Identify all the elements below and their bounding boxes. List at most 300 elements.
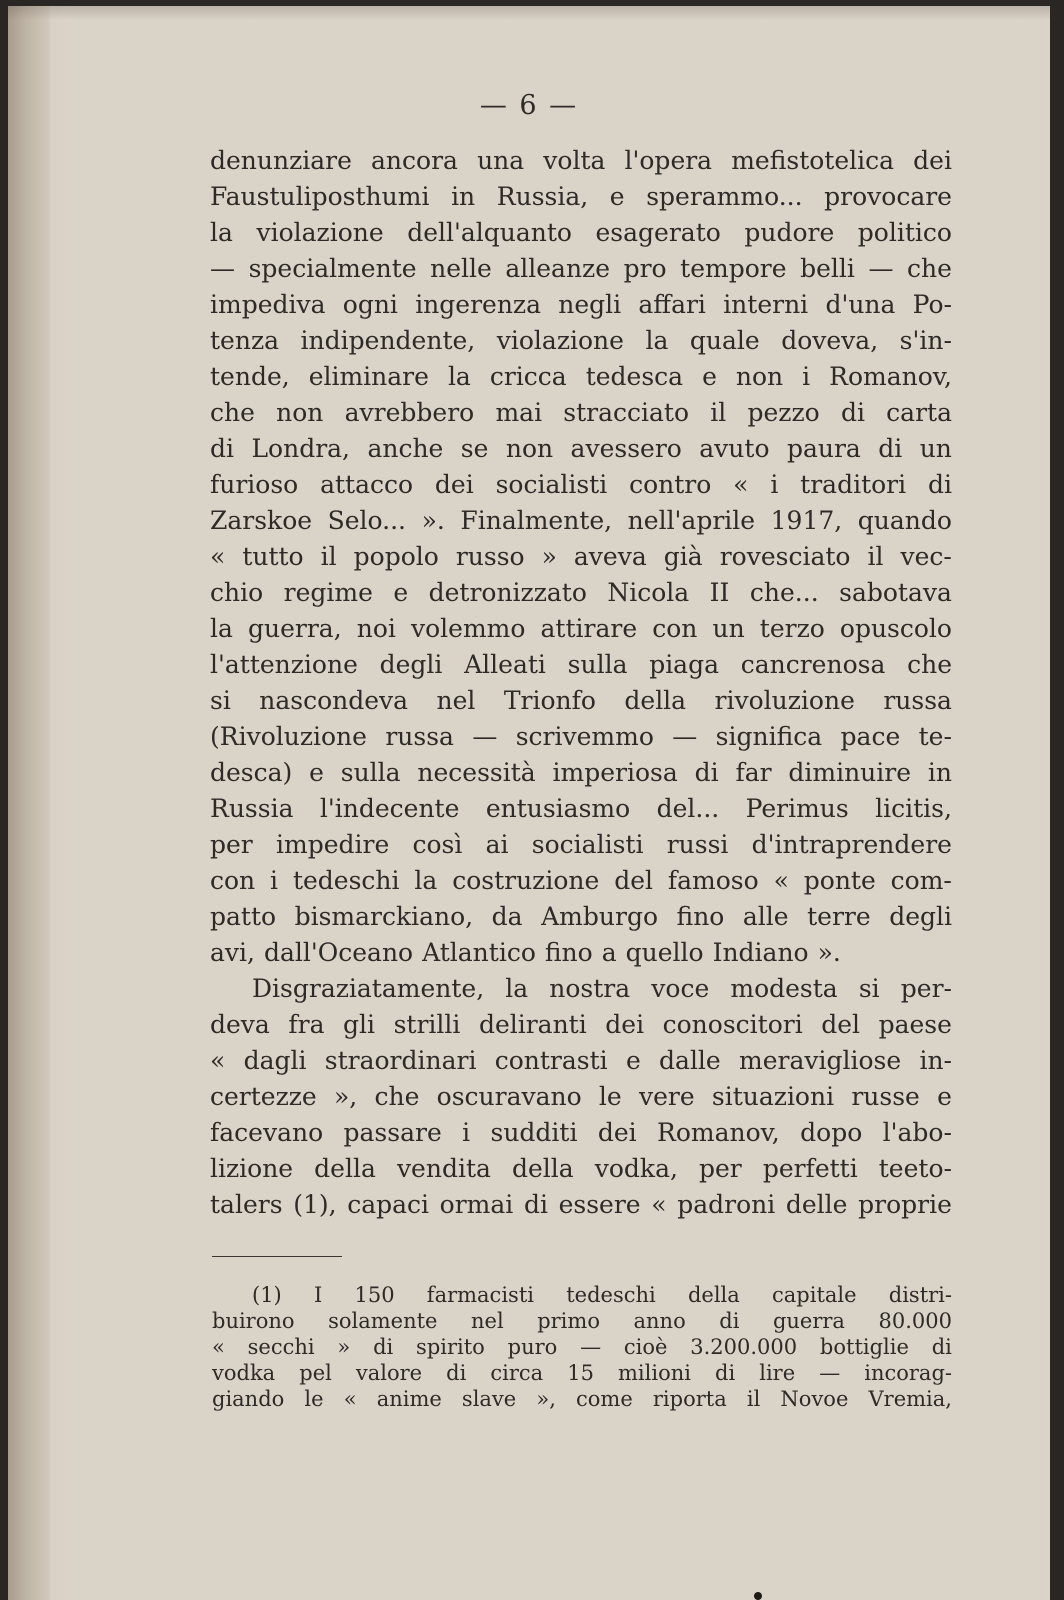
word: avessero	[570, 434, 682, 463]
text-line	[210, 179, 952, 215]
word: attacco	[320, 470, 414, 499]
word: un	[919, 434, 952, 463]
text-line	[210, 215, 952, 251]
word: già	[663, 542, 703, 571]
word: capitale	[772, 1283, 857, 1307]
word: «	[210, 1046, 226, 1075]
word: »	[337, 1335, 351, 1359]
text-line	[210, 1079, 952, 1115]
footnote-line	[212, 1282, 952, 1308]
word: puro	[507, 1335, 558, 1359]
word: dopo	[800, 1118, 863, 1147]
word: nell'aprile	[627, 506, 756, 535]
word: milioni	[618, 1361, 691, 1385]
text-line	[210, 791, 952, 827]
word: e	[609, 182, 625, 211]
word: e	[625, 1046, 641, 1075]
footnote-line	[212, 1334, 952, 1360]
word: deva	[210, 1010, 270, 1039]
word: aveva	[573, 542, 647, 571]
word: contrasti	[494, 1046, 608, 1075]
word: 3.200.000	[690, 1335, 798, 1359]
word: Novoe	[780, 1387, 849, 1411]
word: regime	[283, 578, 373, 607]
word: tedeschi	[566, 1283, 656, 1307]
text-line	[210, 827, 952, 863]
word: bismarckiano,	[294, 902, 474, 931]
word: licitis,	[875, 794, 952, 823]
word: tutto	[242, 542, 304, 571]
word: la	[210, 614, 233, 643]
word: così	[412, 830, 463, 859]
word: scrivemmo	[515, 722, 654, 751]
word: dalle	[659, 1046, 721, 1075]
text-line	[210, 503, 952, 539]
word: pro	[623, 254, 667, 283]
text-line	[210, 755, 952, 791]
word: dei	[597, 1118, 637, 1147]
word: tedesca	[585, 362, 684, 391]
word: straordinari	[324, 1046, 477, 1075]
word: anno	[633, 1309, 686, 1333]
word: cancrenosa	[740, 650, 886, 679]
word: per	[699, 1154, 742, 1183]
word: 1917,	[770, 506, 843, 535]
word: giando	[212, 1387, 285, 1411]
text-line	[210, 251, 952, 287]
word: e	[309, 758, 324, 787]
word: attirare	[540, 614, 638, 643]
word: guerra	[772, 1309, 845, 1333]
text-line	[210, 395, 952, 431]
word: della	[511, 1154, 574, 1183]
word: il	[746, 1387, 761, 1411]
word: avrebbero	[344, 398, 475, 427]
text-line	[210, 575, 952, 611]
word: di	[927, 470, 952, 499]
word: del	[821, 1010, 861, 1039]
word: «	[733, 470, 749, 499]
word: il	[710, 398, 727, 427]
word: le	[598, 1082, 622, 1111]
word: Romanov,	[657, 1118, 780, 1147]
word: riporta	[652, 1387, 727, 1411]
word: nostra	[549, 974, 631, 1003]
footnote-line	[212, 1308, 952, 1334]
text-line	[210, 431, 952, 467]
word: Zarskoe	[210, 506, 313, 535]
word: capaci	[347, 1190, 430, 1219]
word: specialmente	[248, 254, 417, 283]
word: far	[735, 758, 772, 787]
word: fino	[544, 938, 593, 967]
word: vodka	[212, 1361, 276, 1385]
footnote	[212, 1282, 952, 1412]
text-line	[210, 611, 952, 647]
word: della	[687, 1283, 740, 1307]
word: 80.000	[878, 1309, 952, 1333]
word: carta	[886, 398, 952, 427]
word: interni	[723, 290, 809, 319]
word: russe	[851, 1082, 920, 1111]
word: si	[858, 974, 880, 1003]
word: ponte	[803, 866, 876, 895]
word: «	[212, 1335, 225, 1359]
word: che	[907, 254, 952, 283]
word: i	[770, 470, 779, 499]
word: dei	[605, 1010, 645, 1039]
word: impediva	[210, 290, 326, 319]
word: la	[447, 362, 471, 391]
word: vec-	[900, 542, 952, 571]
word: violazione	[496, 326, 624, 355]
word: d'una	[825, 290, 896, 319]
word: pace	[840, 722, 901, 751]
word: socialisti	[495, 470, 608, 499]
word: »,	[536, 1387, 556, 1411]
word: eliminare	[308, 362, 429, 391]
word: della	[624, 686, 687, 715]
word: avi,	[210, 938, 255, 967]
word: significa	[715, 722, 823, 751]
word: esagerato	[595, 218, 721, 247]
word: talers	[210, 1190, 283, 1219]
word: secchi	[247, 1335, 315, 1359]
word: contro	[629, 470, 712, 499]
word: Amburgo	[541, 902, 658, 931]
word: costruzione	[452, 866, 600, 895]
word: ormai	[439, 1190, 514, 1219]
footnote-separator	[212, 1256, 342, 1257]
word: una	[477, 146, 525, 175]
word: ».	[817, 938, 841, 967]
word: vodka,	[594, 1154, 678, 1183]
word: non	[505, 434, 554, 463]
word: proprie	[858, 1190, 952, 1219]
word: la	[505, 974, 529, 1003]
word: circa	[490, 1361, 544, 1385]
word: degli	[889, 902, 952, 931]
word: la	[645, 326, 669, 355]
page-number: — 6 —	[479, 90, 579, 121]
word: Romanov,	[829, 362, 952, 391]
word: »,	[333, 1082, 358, 1111]
word: sudditi	[490, 1118, 578, 1147]
word: i	[462, 1118, 471, 1147]
word: sulla	[567, 650, 628, 679]
word: del...	[656, 794, 720, 823]
word: fino	[676, 902, 725, 931]
text-line	[210, 1187, 952, 1223]
word: di	[210, 434, 234, 463]
word: nelle	[430, 254, 492, 283]
word: tempore	[680, 254, 787, 283]
word: fra	[288, 1010, 325, 1039]
body-text	[210, 143, 952, 1223]
text-line	[210, 323, 952, 359]
word: terzo	[759, 614, 825, 643]
word: II	[709, 578, 730, 607]
word: dell'alquanto	[407, 218, 572, 247]
word: dei	[434, 470, 474, 499]
word: di	[840, 398, 865, 427]
word: «	[651, 1190, 667, 1219]
word: nascondeva	[259, 686, 409, 715]
word: anime	[376, 1387, 442, 1411]
word: noi	[356, 614, 396, 643]
word: essere	[558, 1190, 641, 1219]
text-line	[210, 863, 952, 899]
word: spirito	[416, 1335, 485, 1359]
word: non	[276, 398, 324, 427]
word: —	[580, 1335, 602, 1359]
word: —	[672, 722, 698, 751]
word: che	[210, 398, 255, 427]
word: Nicola	[607, 578, 690, 607]
word: deliranti	[478, 1010, 587, 1039]
book-page	[8, 6, 1050, 1600]
word: stracciato	[563, 398, 690, 427]
word: l'opera	[624, 146, 713, 175]
word: negli	[558, 290, 622, 319]
word: quando	[857, 506, 952, 535]
word: (1),	[293, 1190, 337, 1219]
word: modesta	[730, 974, 838, 1003]
text-line	[210, 935, 952, 971]
word: da	[491, 902, 523, 931]
text-line	[210, 899, 952, 935]
word: indipendente,	[300, 326, 476, 355]
word: lire	[759, 1361, 796, 1385]
word: meravigliose	[739, 1046, 902, 1075]
word: paura	[786, 434, 861, 463]
word: ingerenza	[415, 290, 542, 319]
word: belli	[800, 254, 855, 283]
word: sperammo...	[646, 182, 803, 211]
text-line	[210, 719, 952, 755]
word: con	[652, 614, 698, 643]
word: »	[541, 542, 557, 571]
word: tende,	[210, 362, 290, 391]
word: Russia	[210, 794, 294, 823]
word: denunziare	[210, 146, 352, 175]
ink-speck	[754, 1592, 762, 1600]
word: pezzo	[747, 398, 820, 427]
word: Atlantico	[422, 938, 536, 967]
word: te-	[918, 722, 952, 751]
word: di	[878, 434, 903, 463]
word: di	[719, 1309, 740, 1333]
word: anche	[367, 434, 444, 463]
word: furioso	[210, 470, 299, 499]
word: volemmo	[411, 614, 526, 643]
word: quello	[625, 938, 704, 967]
word: Trionfo	[503, 686, 596, 715]
word: Londra,	[251, 434, 350, 463]
word: con	[210, 866, 256, 895]
word: che...	[749, 578, 819, 607]
word: i	[802, 362, 811, 391]
word: del	[614, 866, 653, 895]
word: oscuravano	[436, 1082, 582, 1111]
word: Faustuliposthumi	[210, 182, 430, 211]
word: nel	[471, 1309, 504, 1333]
word: rivoluzione	[714, 686, 855, 715]
word: slave	[461, 1387, 517, 1411]
word: rovesciato	[719, 542, 851, 571]
word: dagli	[243, 1046, 307, 1075]
word: —	[472, 722, 498, 751]
word: e	[702, 362, 717, 391]
word: e	[937, 1082, 952, 1111]
word: affari	[638, 290, 706, 319]
text-line	[210, 683, 952, 719]
word: diminuire	[788, 758, 912, 787]
word: nel	[436, 686, 476, 715]
word: pel	[299, 1361, 332, 1385]
word: Alleati	[464, 650, 546, 679]
text-line	[210, 1043, 952, 1079]
word: che	[374, 1082, 420, 1111]
word: vere	[638, 1082, 695, 1111]
word: tedeschi	[292, 866, 400, 895]
text-line	[210, 287, 952, 323]
word: ogni	[342, 290, 398, 319]
word: delle	[785, 1190, 848, 1219]
word: ».	[421, 506, 445, 535]
word: s'in-	[899, 326, 952, 355]
word: «	[210, 542, 226, 571]
word: sulla	[340, 758, 401, 787]
word: padroni	[677, 1190, 776, 1219]
word: russo	[455, 542, 525, 571]
word: impedire	[276, 830, 390, 859]
word: alle	[742, 902, 789, 931]
word: strilli	[393, 1010, 461, 1039]
word: come	[576, 1387, 633, 1411]
word: Selo...	[327, 506, 406, 535]
word: piaga	[649, 650, 719, 679]
word: i	[270, 866, 279, 895]
word: terre	[807, 902, 871, 931]
word: —	[210, 254, 235, 283]
word: russi	[666, 830, 729, 859]
word: certezze	[210, 1082, 317, 1111]
word: popolo	[353, 542, 439, 571]
word: doveva,	[781, 326, 879, 355]
word: in-	[919, 1046, 952, 1075]
word: guerra,	[248, 614, 342, 643]
word: che	[907, 650, 952, 679]
word: violazione	[256, 218, 384, 247]
word: «	[773, 866, 789, 895]
word: di	[715, 1361, 736, 1385]
word: della	[314, 1154, 376, 1183]
word: distri-	[888, 1283, 952, 1307]
word: 150	[354, 1283, 395, 1307]
word: primo	[537, 1309, 600, 1333]
word: alleanze	[505, 254, 611, 283]
word: un	[712, 614, 745, 643]
word: le	[304, 1387, 324, 1411]
word: conoscitori	[662, 1010, 803, 1039]
text-line	[210, 647, 952, 683]
word: chio	[210, 578, 264, 607]
word: russa	[883, 686, 952, 715]
word: lizione	[210, 1154, 294, 1183]
word: (Rivoluzione	[210, 722, 367, 751]
word: la	[210, 218, 233, 247]
footnote-line	[212, 1386, 952, 1412]
word: l'abo-	[882, 1118, 952, 1147]
word: «	[343, 1387, 357, 1411]
word: pudore	[744, 218, 835, 247]
word: volta	[543, 146, 606, 175]
word: mai	[495, 398, 543, 427]
word: famoso	[667, 866, 759, 895]
word: a	[601, 938, 617, 967]
word: solamente	[328, 1309, 438, 1333]
text-line	[210, 467, 952, 503]
word: per-	[900, 974, 952, 1003]
text-line	[210, 1007, 952, 1043]
text-line	[210, 1115, 952, 1151]
word: —	[819, 1361, 841, 1385]
word: opuscolo	[839, 614, 952, 643]
word: —	[868, 254, 894, 283]
word: valore	[355, 1361, 423, 1385]
word: com-	[890, 866, 952, 895]
word: russa	[385, 722, 454, 751]
word: se	[460, 434, 489, 463]
word: sabotava	[839, 578, 952, 607]
word: bottiglie	[819, 1335, 909, 1359]
word: il	[867, 542, 884, 571]
footnote-line	[212, 1360, 952, 1386]
word: l'indecente	[319, 794, 460, 823]
word: tenza	[210, 326, 280, 355]
text-line	[210, 1151, 952, 1187]
word: di	[446, 1361, 467, 1385]
word: 15	[567, 1361, 594, 1385]
word: Po-	[912, 290, 952, 319]
word: situazioni	[711, 1082, 835, 1111]
word: di	[523, 1190, 548, 1219]
word: d'intraprendere	[751, 830, 952, 859]
word: entusiasmo	[485, 794, 631, 823]
word: quale	[689, 326, 760, 355]
word: paese	[878, 1010, 952, 1039]
word: cricca	[489, 362, 567, 391]
word: mefistotelica	[731, 146, 895, 175]
word: provocare	[824, 182, 952, 211]
word: gli	[343, 1010, 376, 1039]
word: ancora	[371, 146, 458, 175]
word: passare	[343, 1118, 442, 1147]
word: (1)	[252, 1283, 282, 1307]
word: di	[931, 1335, 952, 1359]
word: buirono	[212, 1309, 295, 1333]
word: necessità	[417, 758, 536, 787]
word: avuto	[699, 434, 770, 463]
word: Disgraziatamente,	[252, 974, 485, 1003]
word: imperiosa	[552, 758, 678, 787]
text-line	[210, 143, 952, 179]
word: il	[320, 542, 337, 571]
word: di	[373, 1335, 394, 1359]
word: perfetti	[762, 1154, 858, 1183]
word: detronizzato	[428, 578, 587, 607]
